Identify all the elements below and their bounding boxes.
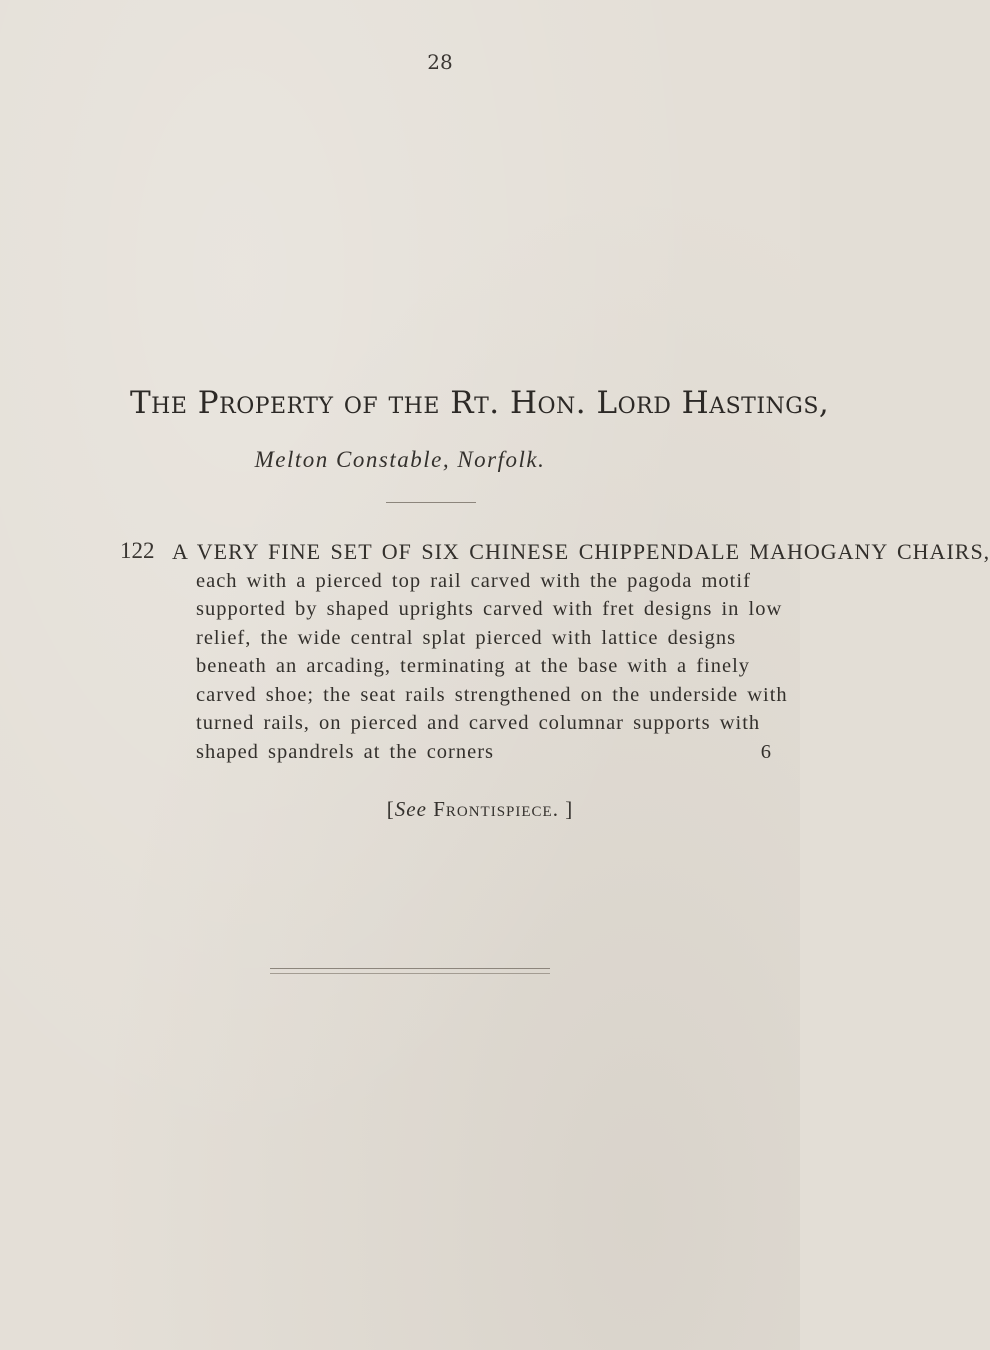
frontispiece-word: Frontispiece.: [433, 797, 559, 821]
lot-description-line: supported by shaped uprights carved with fret designs in low: [196, 598, 783, 620]
lot-description-line: shaped spandrels at the corners: [196, 740, 495, 763]
lot-description-line: beneath an arcading, terminating at the base with a finely: [196, 655, 751, 677]
page-number: 28: [427, 50, 453, 74]
end-rule: [270, 968, 550, 974]
lot-description-last-line: [172, 738, 772, 767]
section-divider: [386, 502, 476, 503]
lot-description-line: carved shoe; the seat rails strengthened on the underside with: [196, 683, 788, 706]
close-bracket: ]: [565, 797, 574, 821]
open-bracket: [: [386, 797, 395, 821]
lot-description: [172, 538, 990, 766]
lot-title: A VERY FINE SET OF SIX CHINESE CHIPPENDALE MAHOGANY CHAIRS,: [172, 539, 990, 564]
lot-number: 122: [120, 538, 155, 563]
lot-quantity: 6: [760, 740, 772, 763]
lot-description-line: each with a pierced top rail carved with the pagoda motif: [196, 569, 751, 592]
lot-description-line: relief, the wide central splat pierced with lattice designs: [196, 626, 737, 649]
owner-heading: The Property of the Rt. Hon. Lord Hastings,: [130, 385, 830, 421]
see-word: See: [394, 797, 427, 821]
lot-description-line: turned rails, on pierced and carved columnar supports with: [196, 712, 761, 734]
frontispiece-note: [0, 797, 960, 822]
owner-location: Melton Constable, Norfolk.: [254, 447, 546, 472]
